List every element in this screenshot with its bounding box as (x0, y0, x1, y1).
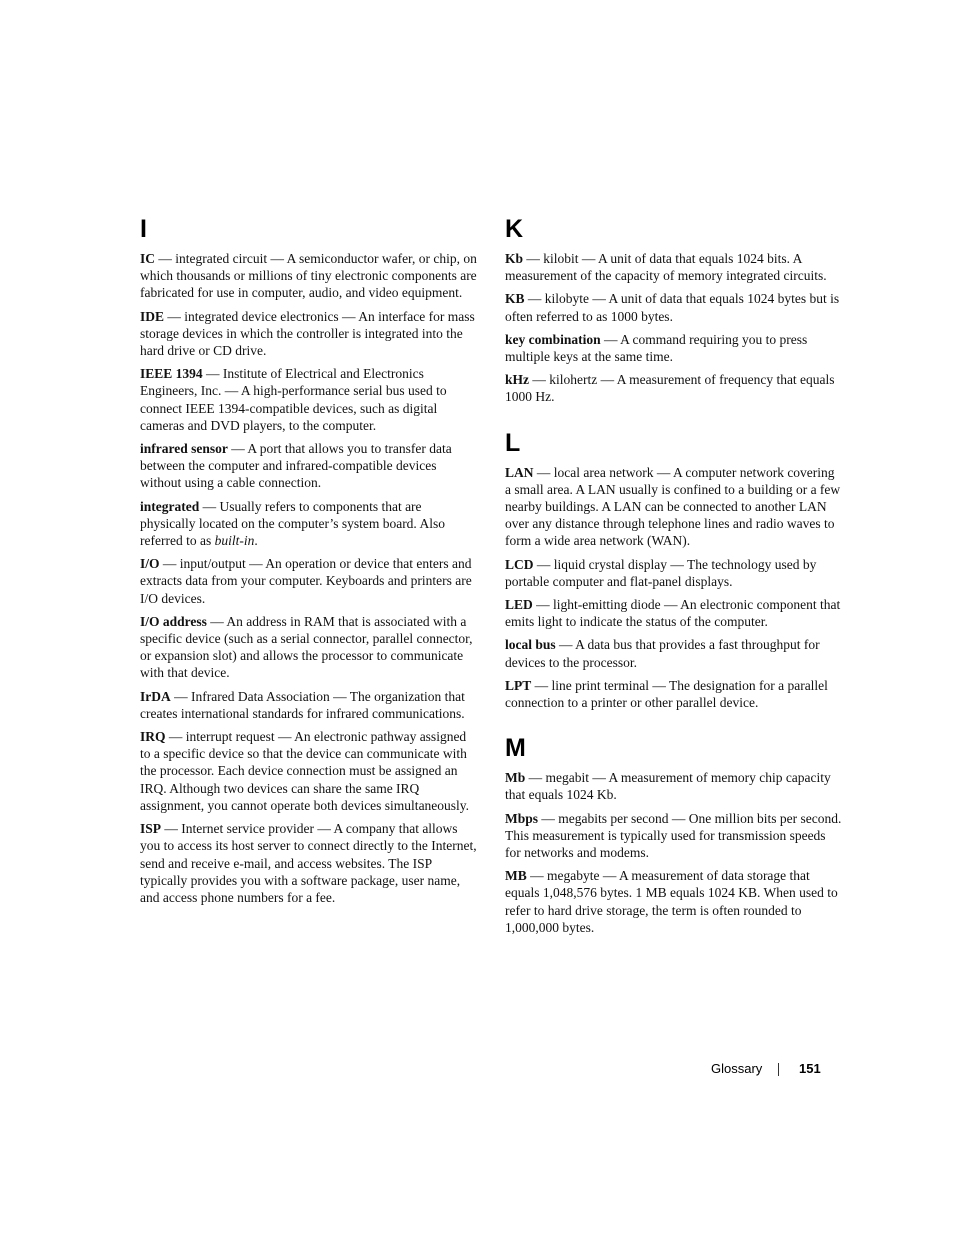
glossary-entry (140, 820, 478, 906)
glossary-definition: — Internet service provider — A company that allows you to access its host server to connect directly to the Internet, send and receive e-mail, and access websites. The ISP typically provides you with a software package, user name, and access phone numbers for a fee. (140, 821, 477, 905)
glossary-definition: — integrated circuit — A semiconductor wafer, or chip, on which thousands or millions of tiny electronic components are fabricated for use in computer, audio, and video equipment. (140, 251, 477, 301)
glossary-term: I/O (140, 556, 160, 572)
glossary-term: ISP (140, 821, 162, 837)
glossary-term: KB (505, 291, 525, 307)
section-letter-heading: K (505, 215, 524, 243)
right-column (505, 214, 843, 942)
glossary-definition: — megabit — A measurement of memory chip capacity that equals 1024 Kb. (505, 770, 831, 803)
glossary-term: Kb (505, 251, 524, 266)
glossary-entry (140, 728, 478, 814)
glossary-definition: — A command requiring you to press multiple keys at the same time. (505, 331, 808, 365)
glossary-definition: — liquid crystal display — The technology used by portable computer and flat-panel displays. (505, 556, 817, 589)
footer-separator (778, 1063, 779, 1076)
glossary-definition: — Usually refers to components that are physically located on the computer’s system board. Also referred to as (140, 498, 445, 549)
glossary-entry (505, 331, 843, 365)
glossary-definition: — Infrared Data Association — The organization that creates international standards for infrared communications. (140, 688, 465, 721)
glossary-entry (505, 867, 843, 936)
glossary-term: I/O address (140, 613, 207, 629)
glossary-entry (140, 498, 478, 550)
glossary-term: key combination (505, 331, 601, 347)
glossary-definition: — An address in RAM that is associated with a specific device (such as a serial connector, parallel connector, or expansion slot) and allows the processor to communicate with that device. (140, 613, 473, 681)
glossary-definition: — local area network — A computer network covering a small area. A LAN usually is confined to a building or a few nearby buildings. A LAN can be connected to another LAN over any distance through telephone lines and radio waves to form a wide area network (WAN). (505, 464, 841, 549)
section-letter-heading: M (505, 734, 526, 763)
glossary-term: IrDA (140, 688, 171, 704)
glossary-entry (505, 636, 843, 670)
glossary-definition: — A port that allows you to transfer data between the computer and infrared-compatible devices without using a cable connection. (140, 441, 452, 491)
glossary-term: Mbps (505, 810, 539, 826)
glossary-entry (140, 440, 478, 492)
glossary-term: LED (505, 597, 533, 613)
glossary-entry (140, 613, 478, 682)
glossary-term: integrated (140, 498, 200, 514)
glossary-entry (505, 677, 843, 711)
glossary-term: LPT (505, 677, 532, 693)
glossary-term: Mb (505, 770, 526, 786)
glossary-entry (505, 371, 843, 405)
glossary-entry (140, 250, 478, 302)
glossary-definition: — A data bus that provides a fast throughput for devices to the processor. (505, 637, 820, 670)
glossary-section-m (505, 733, 843, 936)
glossary-definition: — input/output — An operation or device that enters and extracts data from your computer. Keyboards and printers are I/O devices. (140, 556, 472, 606)
left-column (140, 214, 478, 912)
glossary-definition: — kilohertz — A measurement of frequency that equals 1000 Hz. (505, 372, 835, 405)
glossary-definition: — Institute of Electrical and Electronics Engineers, Inc. — A high-performance serial bus used to connect IEEE 1394-compatible devices, such as digital cameras and DVD players, to the computer. (140, 366, 447, 433)
definition-italic-term: built-in (214, 533, 255, 549)
glossary-entry (505, 810, 843, 862)
glossary-section-k (505, 214, 843, 406)
definition-trailing-text: . (254, 533, 258, 549)
glossary-entry (140, 308, 478, 360)
glossary-definition: — megabits per second — One million bits per second. This measurement is typically used for transmission speeds for networks and modems. (505, 810, 842, 861)
page-footer (700, 1061, 840, 1081)
glossary-term: local bus (505, 637, 556, 653)
glossary-definition: — megabyte — A measurement of data storage that equals 1,048,576 bytes. 1 MB equals 1024 KB. When used to refer to hard drive storage, the term is often rounded to 1,000,000 bytes. (505, 868, 838, 935)
glossary-term: infrared sensor (140, 441, 228, 457)
glossary-section-l (505, 428, 843, 712)
glossary-term: LCD (505, 556, 534, 572)
glossary-definition: — interrupt request — An electronic pathway assigned to a specific device so that the device can communicate with the processor. Each device connection must be assigned an IRQ. Although two devices can share the same IRQ assignment, you cannot operate both devices simultaneously. (140, 729, 470, 813)
glossary-entry (505, 250, 843, 284)
glossary-section-i (140, 214, 478, 906)
glossary-term: kHz (505, 372, 530, 388)
glossary-definition: — kilobit — A unit of data that equals 1024 bits. A measurement of the capacity of memory integrated circuits. (505, 251, 827, 284)
glossary-definition: — line print terminal — The designation for a parallel connection to a printer or other parallel device. (505, 677, 828, 711)
glossary-term: IRQ (140, 729, 166, 745)
glossary-entry (505, 769, 843, 803)
glossary-term: MB (505, 868, 527, 884)
footer-label: Glossary (711, 1061, 763, 1076)
glossary-term: IEEE 1394 (140, 366, 203, 382)
glossary-entry (140, 555, 478, 607)
glossary-entry (140, 365, 478, 434)
page-number: 151 (799, 1061, 821, 1076)
glossary-entry (505, 556, 843, 590)
glossary-definition: — kilobyte — A unit of data that equals 1024 bytes but is often referred to as 1000 bytes. (505, 291, 840, 324)
glossary-entry (505, 290, 843, 324)
section-letter-heading: L (505, 428, 521, 457)
glossary-term: IC (140, 251, 156, 266)
glossary-entry (505, 464, 843, 550)
glossary-entry (140, 688, 478, 722)
glossary-term: LAN (505, 464, 534, 480)
glossary-entry (505, 596, 843, 630)
section-letter-heading: I (140, 215, 147, 243)
glossary-definition: — integrated device electronics — An interface for mass storage devices in which the controller is integrated into the hard drive or CD drive. (140, 308, 475, 359)
glossary-term: IDE (140, 308, 165, 324)
glossary-definition: — light-emitting diode — An electronic component that emits light to indicate the status of the computer. (505, 597, 841, 630)
